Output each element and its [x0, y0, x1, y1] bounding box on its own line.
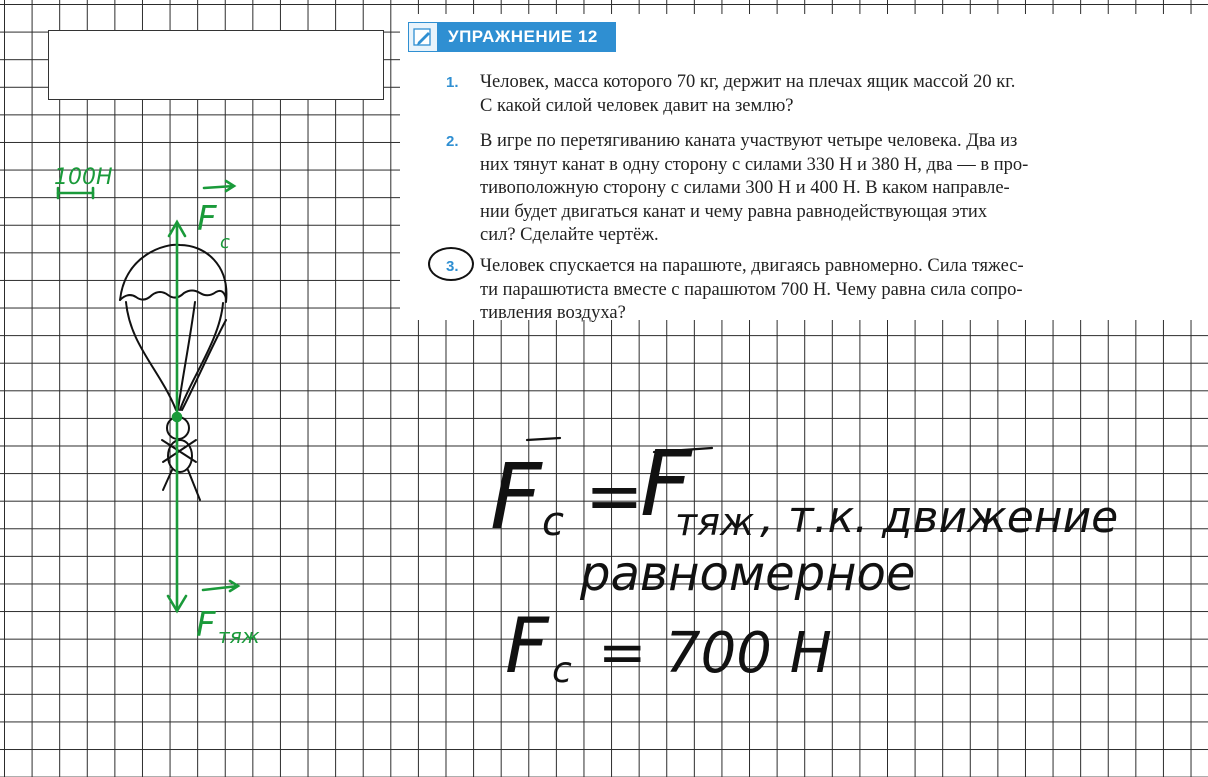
exercise-title: УПРАЖНЕНИЕ 12 — [448, 27, 598, 46]
problem-line: нии будет двигаться канат и чему равна равнодействующая этих — [480, 201, 988, 222]
solution-value: 700 Н — [665, 621, 832, 686]
problem-number: 1. — [446, 74, 459, 91]
solution-reason: , т.к. движение — [760, 492, 1119, 543]
problem-line: тивления воздуха? — [480, 303, 626, 323]
solution-fc-subscript-2: c — [552, 650, 572, 691]
problem-line: В игре по перетягиванию каната участвуют четыре человека. Два из — [480, 131, 1018, 151]
problem-number: 3. — [446, 258, 459, 275]
problem-line: Человек, масса которого 70 кг, держит на плечах ящик массой 20 кг. — [480, 72, 1016, 92]
solution-fc-symbol-2: F — [505, 601, 549, 690]
solution-fc-subscript: c — [542, 499, 564, 545]
problem-line: С какой силой человек давит на землю? — [480, 95, 794, 116]
problem-line: ти парашютиста вместе с парашютом 700 Н. Чему равна сила сопро- — [480, 279, 1023, 300]
problem-line: них тянут канат в одну сторону с силами 330 Н и 380 Н, два — в про- — [480, 154, 1029, 175]
solution-equals-2: = — [598, 618, 647, 686]
upper-force-symbol: F — [197, 199, 217, 239]
problem-line: сил? Сделайте чертёж. — [480, 225, 659, 245]
problem-number: 2. — [446, 133, 459, 150]
problem-line: Человек спускается на парашюте, двигаясь равномерно. Сила тяжес- — [480, 256, 1024, 276]
solution-lines — [490, 432, 1118, 691]
vector-bar-fc — [527, 438, 560, 440]
solution-equals-1: = — [585, 455, 644, 537]
lower-force-symbol: F — [196, 605, 216, 645]
solution-fc-symbol: F — [490, 445, 542, 550]
solution-ftyazh-symbol: F — [640, 432, 692, 537]
problem-line: тивоположную сторону с силами 300 Н и 400 Н. В каком направле- — [480, 178, 1010, 198]
lower-force-subscript: тяж — [218, 624, 260, 648]
upper-force-subscript: c — [220, 232, 230, 253]
solution-ftyazh-subscript: тяж — [675, 500, 755, 544]
scale-label: 100Н — [54, 165, 113, 190]
solution-line-2: равномерное — [580, 546, 916, 602]
